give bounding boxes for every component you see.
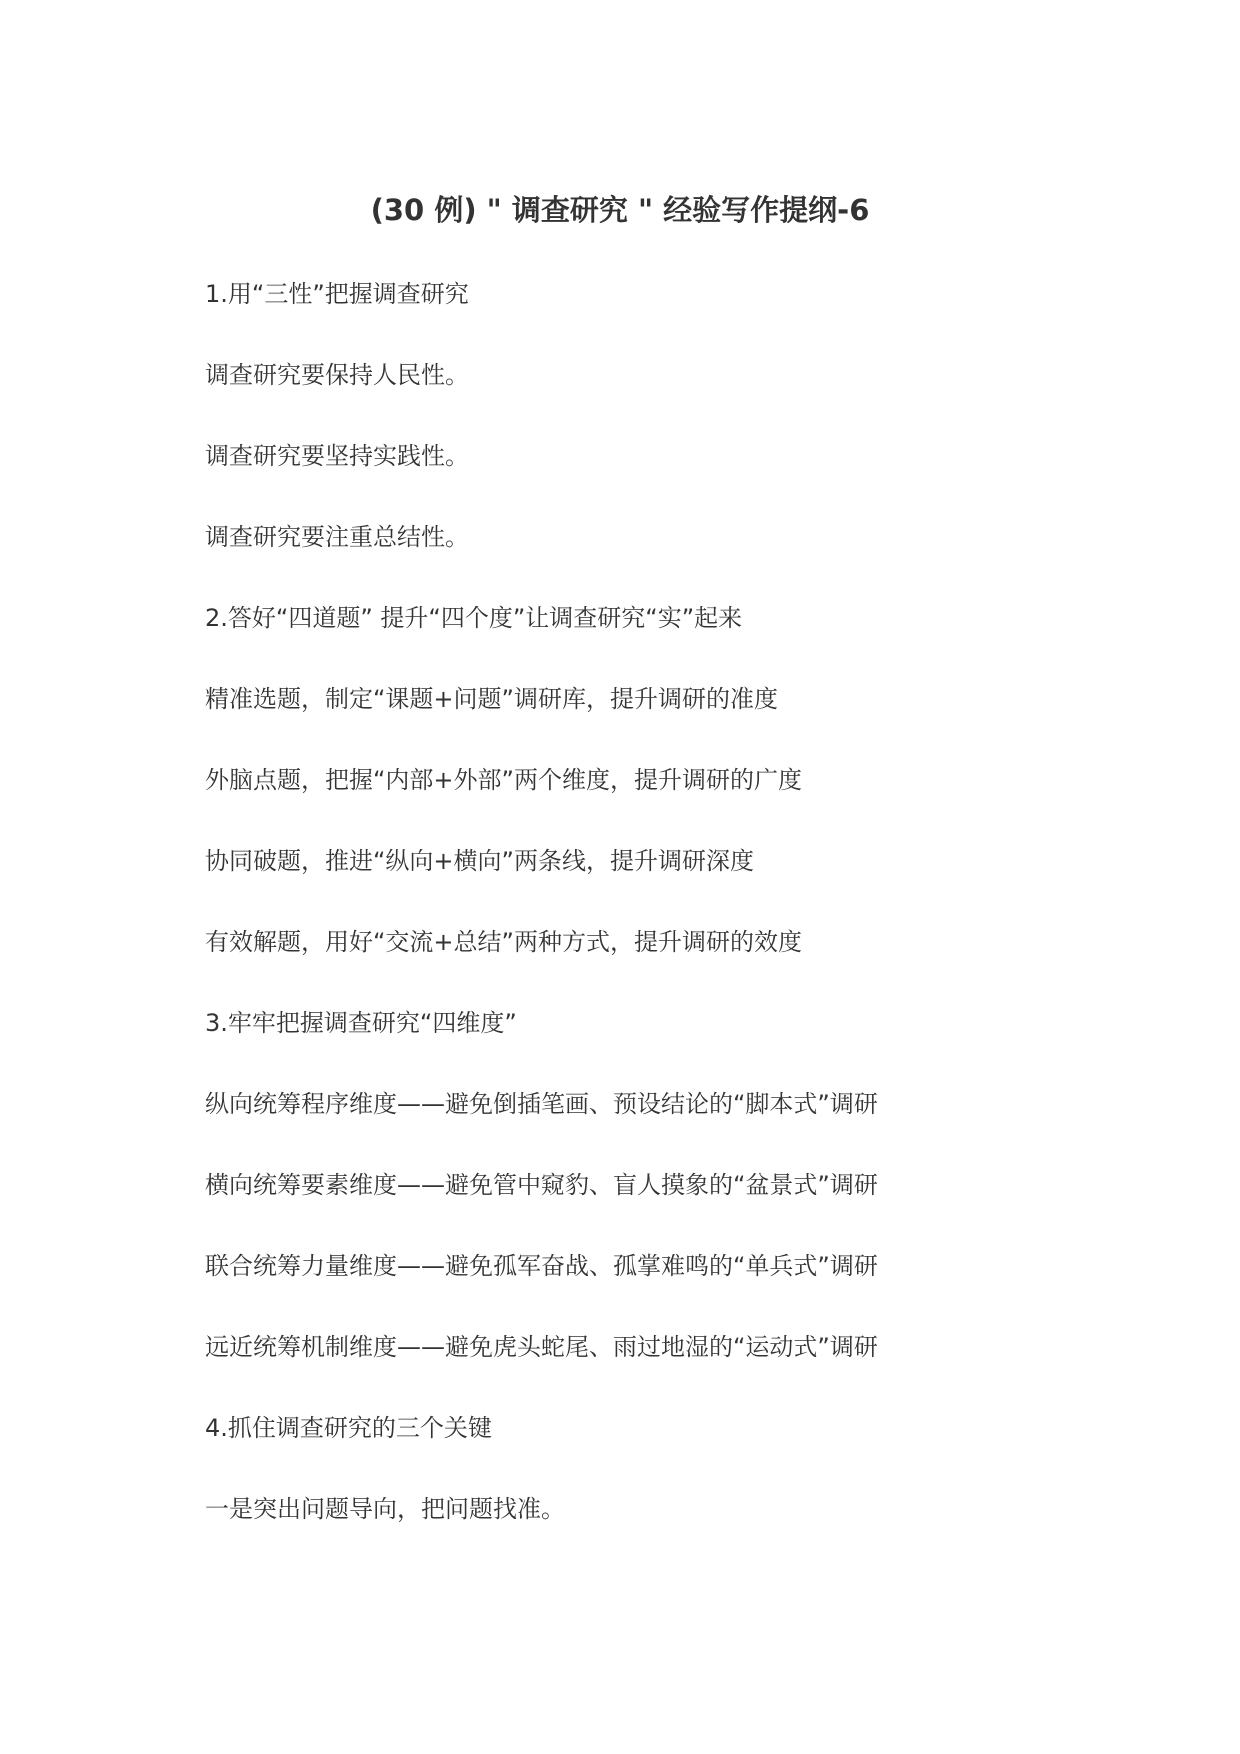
heading-3: 3.牢牢把握调查研究“四维度”: [205, 1009, 517, 1037]
paragraph: 远近统筹机制维度——避免虎头蛇尾、雨过地湿的“运动式”调研: [205, 1333, 878, 1361]
document-title: (30 例) " 调查研究 " 经验写作提纲-6: [370, 193, 870, 227]
paragraph: 调查研究要保持人民性。: [205, 361, 469, 389]
heading-4: 4.抓住调查研究的三个关键: [205, 1414, 492, 1442]
paragraph: 外脑点题，把握“内部+外部”两个维度，提升调研的广度: [205, 766, 802, 794]
paragraph: 调查研究要注重总结性。: [205, 523, 469, 551]
paragraph: 协同破题，推进“纵向+横向”两条线，提升调研深度: [205, 847, 754, 875]
paragraph: 有效解题，用好“交流+总结”两种方式，提升调研的效度: [205, 928, 802, 956]
heading-1: 1.用“三性”把握调查研究: [205, 280, 469, 308]
heading-2: 2.答好“四道题” 提升“四个度”让调查研究“实”起来: [205, 604, 743, 632]
paragraph: 调查研究要坚持实践性。: [205, 442, 469, 470]
paragraph: 横向统筹要素维度——避免管中窥豹、盲人摸象的“盆景式”调研: [205, 1171, 878, 1199]
paragraph: 精准选题，制定“课题+问题”调研库，提升调研的准度: [205, 685, 778, 713]
paragraph: 一是突出问题导向，把问题找准。: [205, 1495, 565, 1523]
paragraph: 纵向统筹程序维度——避免倒插笔画、预设结论的“脚本式”调研: [205, 1090, 878, 1118]
document-body: [205, 276, 1185, 1572]
paragraph: 联合统筹力量维度——避免孤军奋战、孤掌难鸣的“单兵式”调研: [205, 1252, 878, 1280]
